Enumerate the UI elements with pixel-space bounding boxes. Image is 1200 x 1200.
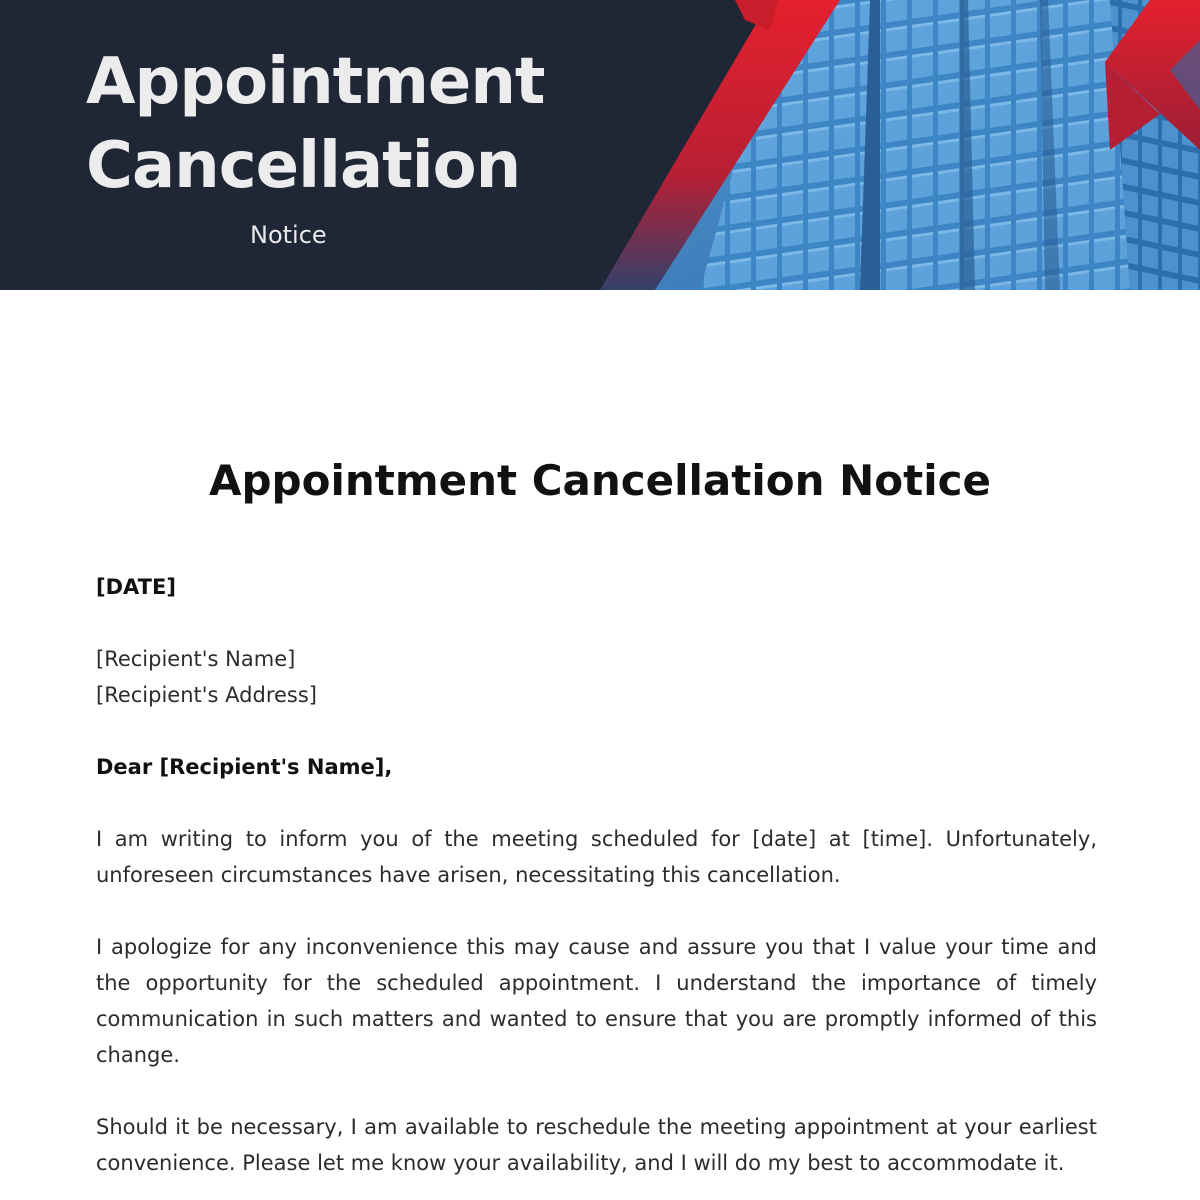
document-title: Appointment Cancellation Notice [208, 456, 991, 505]
recipient-name: [Recipient's Name] [96, 647, 296, 671]
header-banner [0, 0, 1200, 290]
recipient-address: [Recipient's Address] [96, 683, 317, 707]
paragraph-1: I am writing to inform you of the meeting scheduled for [date] at [time]. Unfortunately, unforeseen circumstances have arisen, necessitating this cancellation. [96, 827, 1097, 887]
letter-body [96, 569, 1097, 1200]
banner-subtitle: Notice [250, 221, 327, 249]
salutation: Dear [Recipient's Name], [96, 755, 393, 779]
paragraph-2: I apologize for any inconvenience this may cause and assure you that I value your time and the opportunity for the scheduled appointment. I understand the importance of timely communication in such matters and wanted to ensure that you are promptly informed of this change. [96, 935, 1097, 1067]
banner-title [86, 40, 646, 208]
banner-title-line-1: Appointment [86, 45, 545, 119]
recipient-block [96, 641, 1097, 713]
paragraph-3: Should it be necessary, I am available to reschedule the meeting appointment at your earliest convenience. Please let me know your availability, and I will do my best to accommodate it. [96, 1115, 1097, 1175]
banner-title-line-2: Cancellation [86, 129, 521, 203]
date-placeholder: [DATE] [96, 575, 176, 599]
